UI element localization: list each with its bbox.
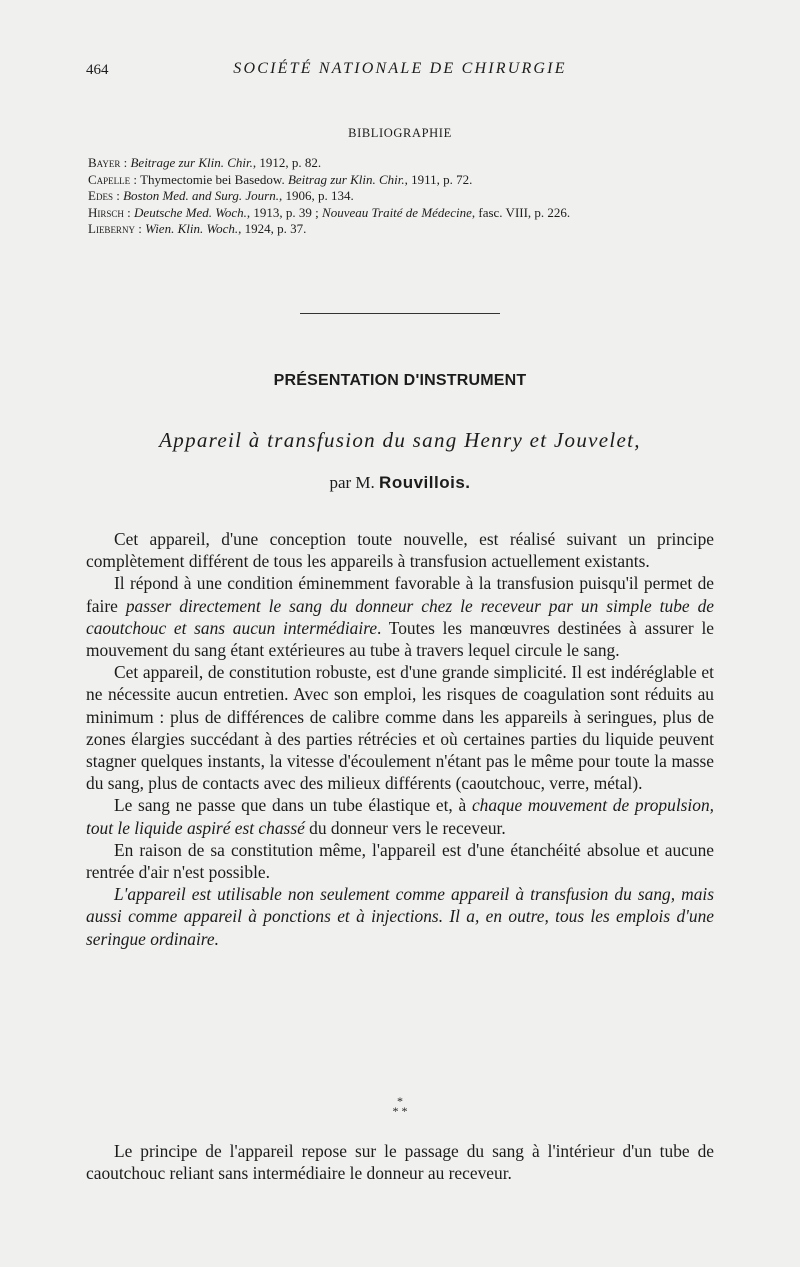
paragraph: Cet appareil, d'une conception toute nouvelle, est réalisé suivant un principe complètement différent de tous les appareils à transfusion actuellement existants. bbox=[86, 529, 714, 572]
bibliography-entry: Capelle : Thymectomie bei Basedow. Beitrag zur Klin. Chir., 1911, p. 72. bbox=[88, 171, 473, 187]
bibliography-entry: Edes : Boston Med. and Surg. Journ., 1906, p. 134. bbox=[88, 188, 354, 203]
article-title: Appareil à transfusion du sang Henry et Jouvelet, bbox=[159, 428, 641, 452]
article-body bbox=[86, 528, 714, 950]
bib-journal-secondary: Nouveau Traité de Médecine bbox=[322, 204, 472, 220]
asterism bbox=[0, 1096, 800, 1116]
paragraph: Le principe de l'appareil repose sur le passage du sang à l'intérieur d'un tube de caoutchouc reliant sans intermédiaire le donneur au receveur. bbox=[86, 1141, 714, 1184]
paragraph bbox=[86, 883, 714, 950]
bib-journal: Beitrage zur Klin. Chir. bbox=[130, 155, 253, 170]
paragraph-text: . Toutes les manœuvres destinées à assurer le mouvement du sang étant extérieures au tube à travers lequel circule le sang. bbox=[86, 617, 714, 661]
article-body-continued bbox=[86, 1140, 714, 1184]
running-head: SOCIÉTÉ NATIONALE DE CHIRURGIE bbox=[233, 60, 567, 77]
bibliography-entry: Bayer : Beitrage zur Klin. Chir., 1912, p. 82. bbox=[88, 155, 322, 170]
bib-author: Edes bbox=[88, 188, 113, 203]
page-number: 464 bbox=[86, 62, 109, 78]
bibliography-entry: Lieberny : Wien. Klin. Woch., 1924, p. 37. bbox=[88, 221, 307, 236]
section-divider bbox=[300, 313, 500, 314]
byline-author: Rouvillois. bbox=[379, 473, 471, 492]
paragraph-text: Il répond à une condition éminemment favorable à la transfusion puisqu'il permet de faire bbox=[86, 573, 714, 616]
paragraph-emphasis: chaque mouvement de propulsion, tout le liquide aspiré est chassé bbox=[86, 795, 714, 838]
paragraph-emphasis: L'appareil est utilisable non seulement comme appareil à transfusion du sang, mais aussi comme appareil à ponctions et à injections. Il a, en outre, tous les emplois d'une seringue ordinaire. bbox=[86, 884, 714, 949]
bib-author: Capelle bbox=[88, 171, 131, 187]
paragraph bbox=[86, 794, 714, 838]
bib-journal: Wien. Klin. Woch. bbox=[145, 221, 239, 236]
bib-journal: Beitrag zur Klin. Chir. bbox=[287, 171, 405, 187]
bib-details: , 1924, p. 37. bbox=[238, 221, 307, 236]
paragraph: En raison de sa constitution même, l'appareil est d'une étanchéité absolue et aucune rentrée d'air n'est possible. bbox=[86, 839, 714, 883]
bib-author: Lieberny bbox=[88, 221, 135, 236]
asterism-top: * bbox=[397, 1094, 403, 1108]
bibliography-list bbox=[88, 155, 733, 238]
bib-details-secondary: , fasc. VIII, p. 226. bbox=[471, 204, 571, 220]
paragraph bbox=[86, 572, 714, 661]
bib-details: , 1913, p. 39 ; bbox=[246, 204, 323, 220]
bib-title: Thymectomie bei Basedow. bbox=[140, 171, 288, 187]
bib-journal: Boston Med. and Surg. Journ. bbox=[123, 188, 279, 203]
bib-details: , 1906, p. 134. bbox=[278, 188, 354, 203]
paragraph: Cet appareil, de constitution robuste, est d'une grande simplicité. Il est indéréglable et ne nécessite aucun entretien. Avec son emploi, les risques de coagulation sont réduits au minimum : plus de différences de calibre comme dans les appareils à seringues, plus de zones élargies succédant à des parties rétrécies et où certaines parties du liquide peuvent stagner quelques instants, la vitesse d'écoulement n'étant pas le même pour toute la masse du sang, plus de contacts avec des milieux différents (caoutchouc, verre, métal). bbox=[86, 662, 714, 794]
paragraph-emphasis: passer directement le sang du donneur chez le receveur par un simple tube de caoutchouc et sans aucun intermédiaire bbox=[86, 595, 714, 638]
bibliography-entry: Hirsch : Deutsche Med. Woch., 1913, p. 39 ; Nouveau Traité de Médecine, fasc. VIII, p. 226. bbox=[88, 204, 571, 220]
bibliography-heading: BIBLIOGRAPHIE bbox=[348, 126, 452, 140]
byline-prefix: par M. bbox=[329, 473, 380, 492]
paragraph-text: du donneur vers le receveur. bbox=[304, 817, 506, 838]
bib-journal: Deutsche Med. Woch. bbox=[134, 204, 247, 220]
bib-author: Bayer bbox=[88, 155, 121, 170]
asterism-bottom: * * bbox=[392, 1104, 408, 1118]
bib-author: Hirsch bbox=[88, 204, 124, 220]
section-title: PRÉSENTATION D'INSTRUMENT bbox=[273, 372, 527, 389]
bib-details: , 1911, p. 72. bbox=[404, 171, 473, 187]
bib-details: , 1912, p. 82. bbox=[252, 155, 322, 170]
paragraph-text: Le sang ne passe que dans un tube élastique et, à bbox=[114, 795, 472, 816]
byline bbox=[0, 473, 800, 493]
